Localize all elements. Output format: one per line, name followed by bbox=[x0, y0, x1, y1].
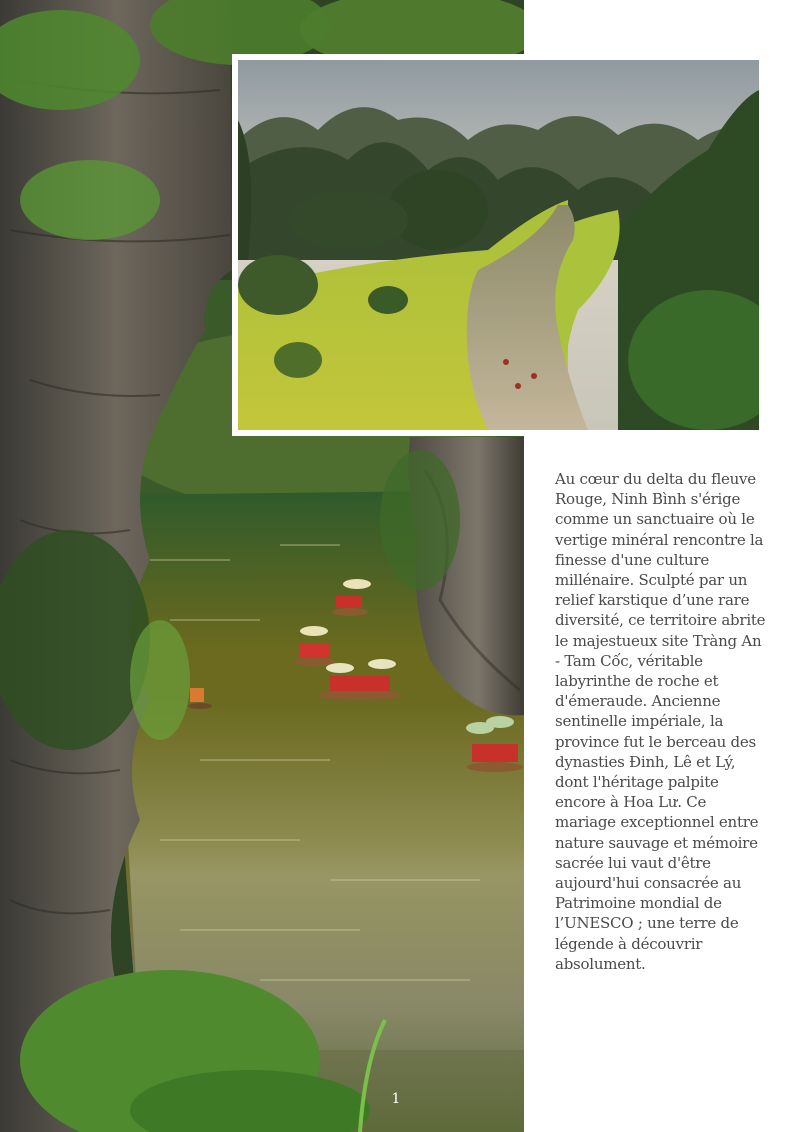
article-paragraph: Au cœur du delta du fleuve Rouge, Ninh Bình s'érige comme un sanctuaire où le vertige minéral rencontre la finesse d'une culture millénaire. Sculpté par un relief karstique d’une rare diversité, ce territoire abrite le majestueux site Tràng An - Tam Cốc, véritable labyrinthe de roche et d'émeraude. Ancienne sentinelle impériale, la province fut le berceau des dynasties Đinh, Lê et Lý, dont l'héritage palpite encore à Hoa Lư. Ce mariage exceptionnel entre nature sauvage et mémoire sacrée lui vaut d'être aujourd'hui consacrée au Patrimoine mondial de l’UNESCO ; une terre de légende à découvrir absolument. bbox=[555, 470, 766, 973]
inset-photo-frame bbox=[232, 54, 765, 436]
rice-field-landscape-photo bbox=[238, 60, 759, 430]
page-number: 1 bbox=[391, 1091, 401, 1107]
